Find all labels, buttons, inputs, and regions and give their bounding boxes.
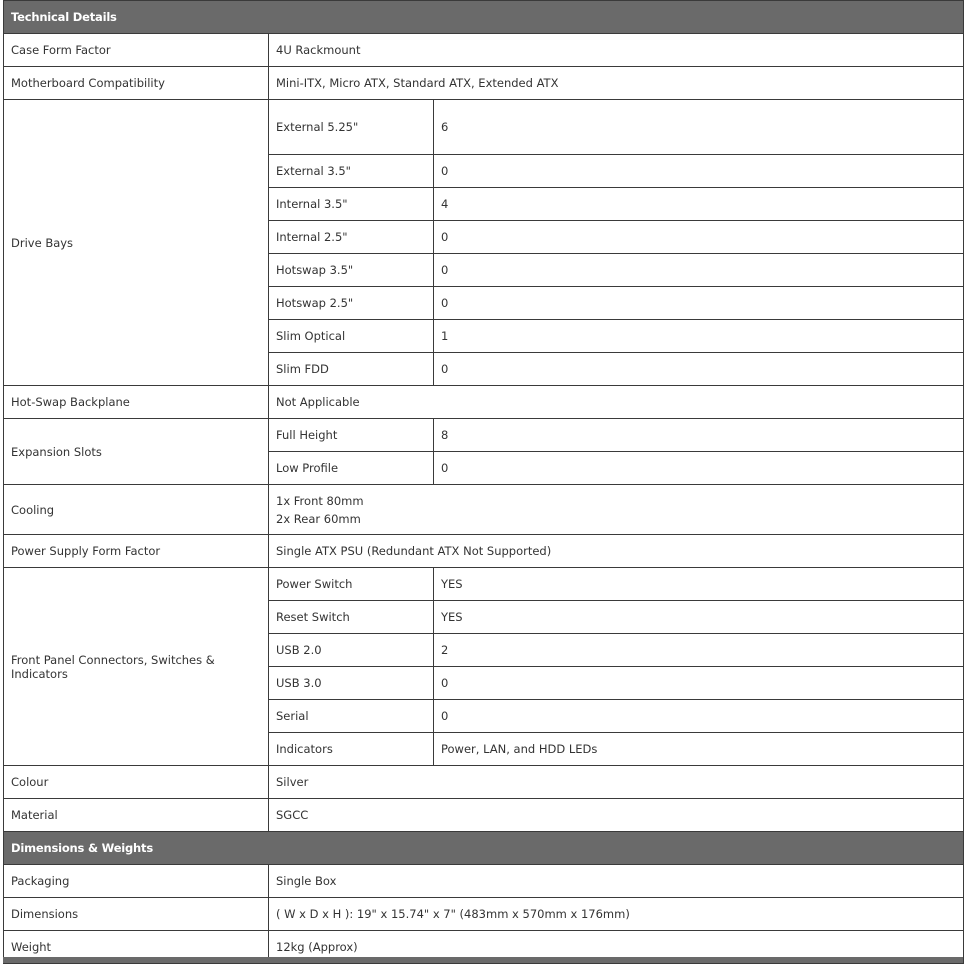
row-label: Motherboard Compatibility (4, 67, 269, 100)
row-value: 12kg (Approx) (269, 931, 964, 964)
sub-label: Full Height (269, 419, 434, 452)
sub-label: Low Profile (269, 452, 434, 485)
sub-label: Power Switch (269, 568, 434, 601)
spec-sheet (3, 0, 963, 964)
row-value: SGCC (269, 799, 964, 832)
sub-label: Serial (269, 700, 434, 733)
section-header-dimensions (4, 832, 964, 865)
row-label: Packaging (4, 865, 269, 898)
sub-label: Slim Optical (269, 320, 434, 353)
table-row (4, 485, 964, 535)
sub-value: Power, LAN, and HDD LEDs (434, 733, 964, 766)
table-row (4, 34, 964, 67)
row-value: 4U Rackmount (269, 34, 964, 67)
table-row (4, 386, 964, 419)
sub-value: 0 (434, 353, 964, 386)
row-value: Single Box (269, 865, 964, 898)
sub-value: 0 (434, 155, 964, 188)
table-row (4, 100, 964, 155)
sub-value: 0 (434, 700, 964, 733)
row-value: Silver (269, 766, 964, 799)
spec-table (3, 0, 964, 964)
row-label: Power Supply Form Factor (4, 535, 269, 568)
row-value: ( W x D x H ): 19" x 15.74" x 7" (483mm x 570mm x 176mm) (269, 898, 964, 931)
section-title: Dimensions & Weights (4, 832, 964, 865)
row-label: Hot-Swap Backplane (4, 386, 269, 419)
row-label: Weight (4, 931, 269, 964)
sub-label: Slim FDD (269, 353, 434, 386)
table-row (4, 419, 964, 452)
table-row (4, 535, 964, 568)
sub-label: Hotswap 3.5" (269, 254, 434, 287)
row-value: Mini-ITX, Micro ATX, Standard ATX, Extended ATX (269, 67, 964, 100)
sub-value: 0 (434, 254, 964, 287)
row-label: Front Panel Connectors, Switches & Indicators (4, 568, 269, 766)
table-row (4, 67, 964, 100)
row-value (269, 485, 964, 535)
section-header-technical (4, 1, 964, 34)
section-title: Technical Details (4, 1, 964, 34)
table-row (4, 898, 964, 931)
row-value: Single ATX PSU (Redundant ATX Not Supported) (269, 535, 964, 568)
row-label: Expansion Slots (4, 419, 269, 485)
table-row (4, 568, 964, 601)
sub-value: 0 (434, 667, 964, 700)
table-row (4, 766, 964, 799)
sub-label: USB 2.0 (269, 634, 434, 667)
row-label: Material (4, 799, 269, 832)
sub-value: YES (434, 601, 964, 634)
cooling-line: 2x Rear 60mm (276, 511, 361, 526)
sub-value: YES (434, 568, 964, 601)
row-label: Dimensions (4, 898, 269, 931)
row-label: Cooling (4, 485, 269, 535)
sub-label: Internal 2.5" (269, 221, 434, 254)
sub-value: 0 (434, 287, 964, 320)
row-value: Not Applicable (269, 386, 964, 419)
sub-label: Indicators (269, 733, 434, 766)
table-footer-bar (3, 957, 963, 963)
row-label: Drive Bays (4, 100, 269, 386)
cooling-line: 1x Front 80mm (276, 493, 364, 508)
table-row (4, 865, 964, 898)
sub-value: 0 (434, 452, 964, 485)
table-row (4, 799, 964, 832)
sub-label: External 5.25" (269, 100, 434, 155)
sub-value: 0 (434, 221, 964, 254)
sub-label: Hotswap 2.5" (269, 287, 434, 320)
sub-label: USB 3.0 (269, 667, 434, 700)
sub-value: 2 (434, 634, 964, 667)
row-label: Colour (4, 766, 269, 799)
sub-value: 8 (434, 419, 964, 452)
sub-label: Reset Switch (269, 601, 434, 634)
sub-value: 6 (434, 100, 964, 155)
row-label: Case Form Factor (4, 34, 269, 67)
sub-label: External 3.5" (269, 155, 434, 188)
sub-value: 4 (434, 188, 964, 221)
sub-value: 1 (434, 320, 964, 353)
sub-label: Internal 3.5" (269, 188, 434, 221)
